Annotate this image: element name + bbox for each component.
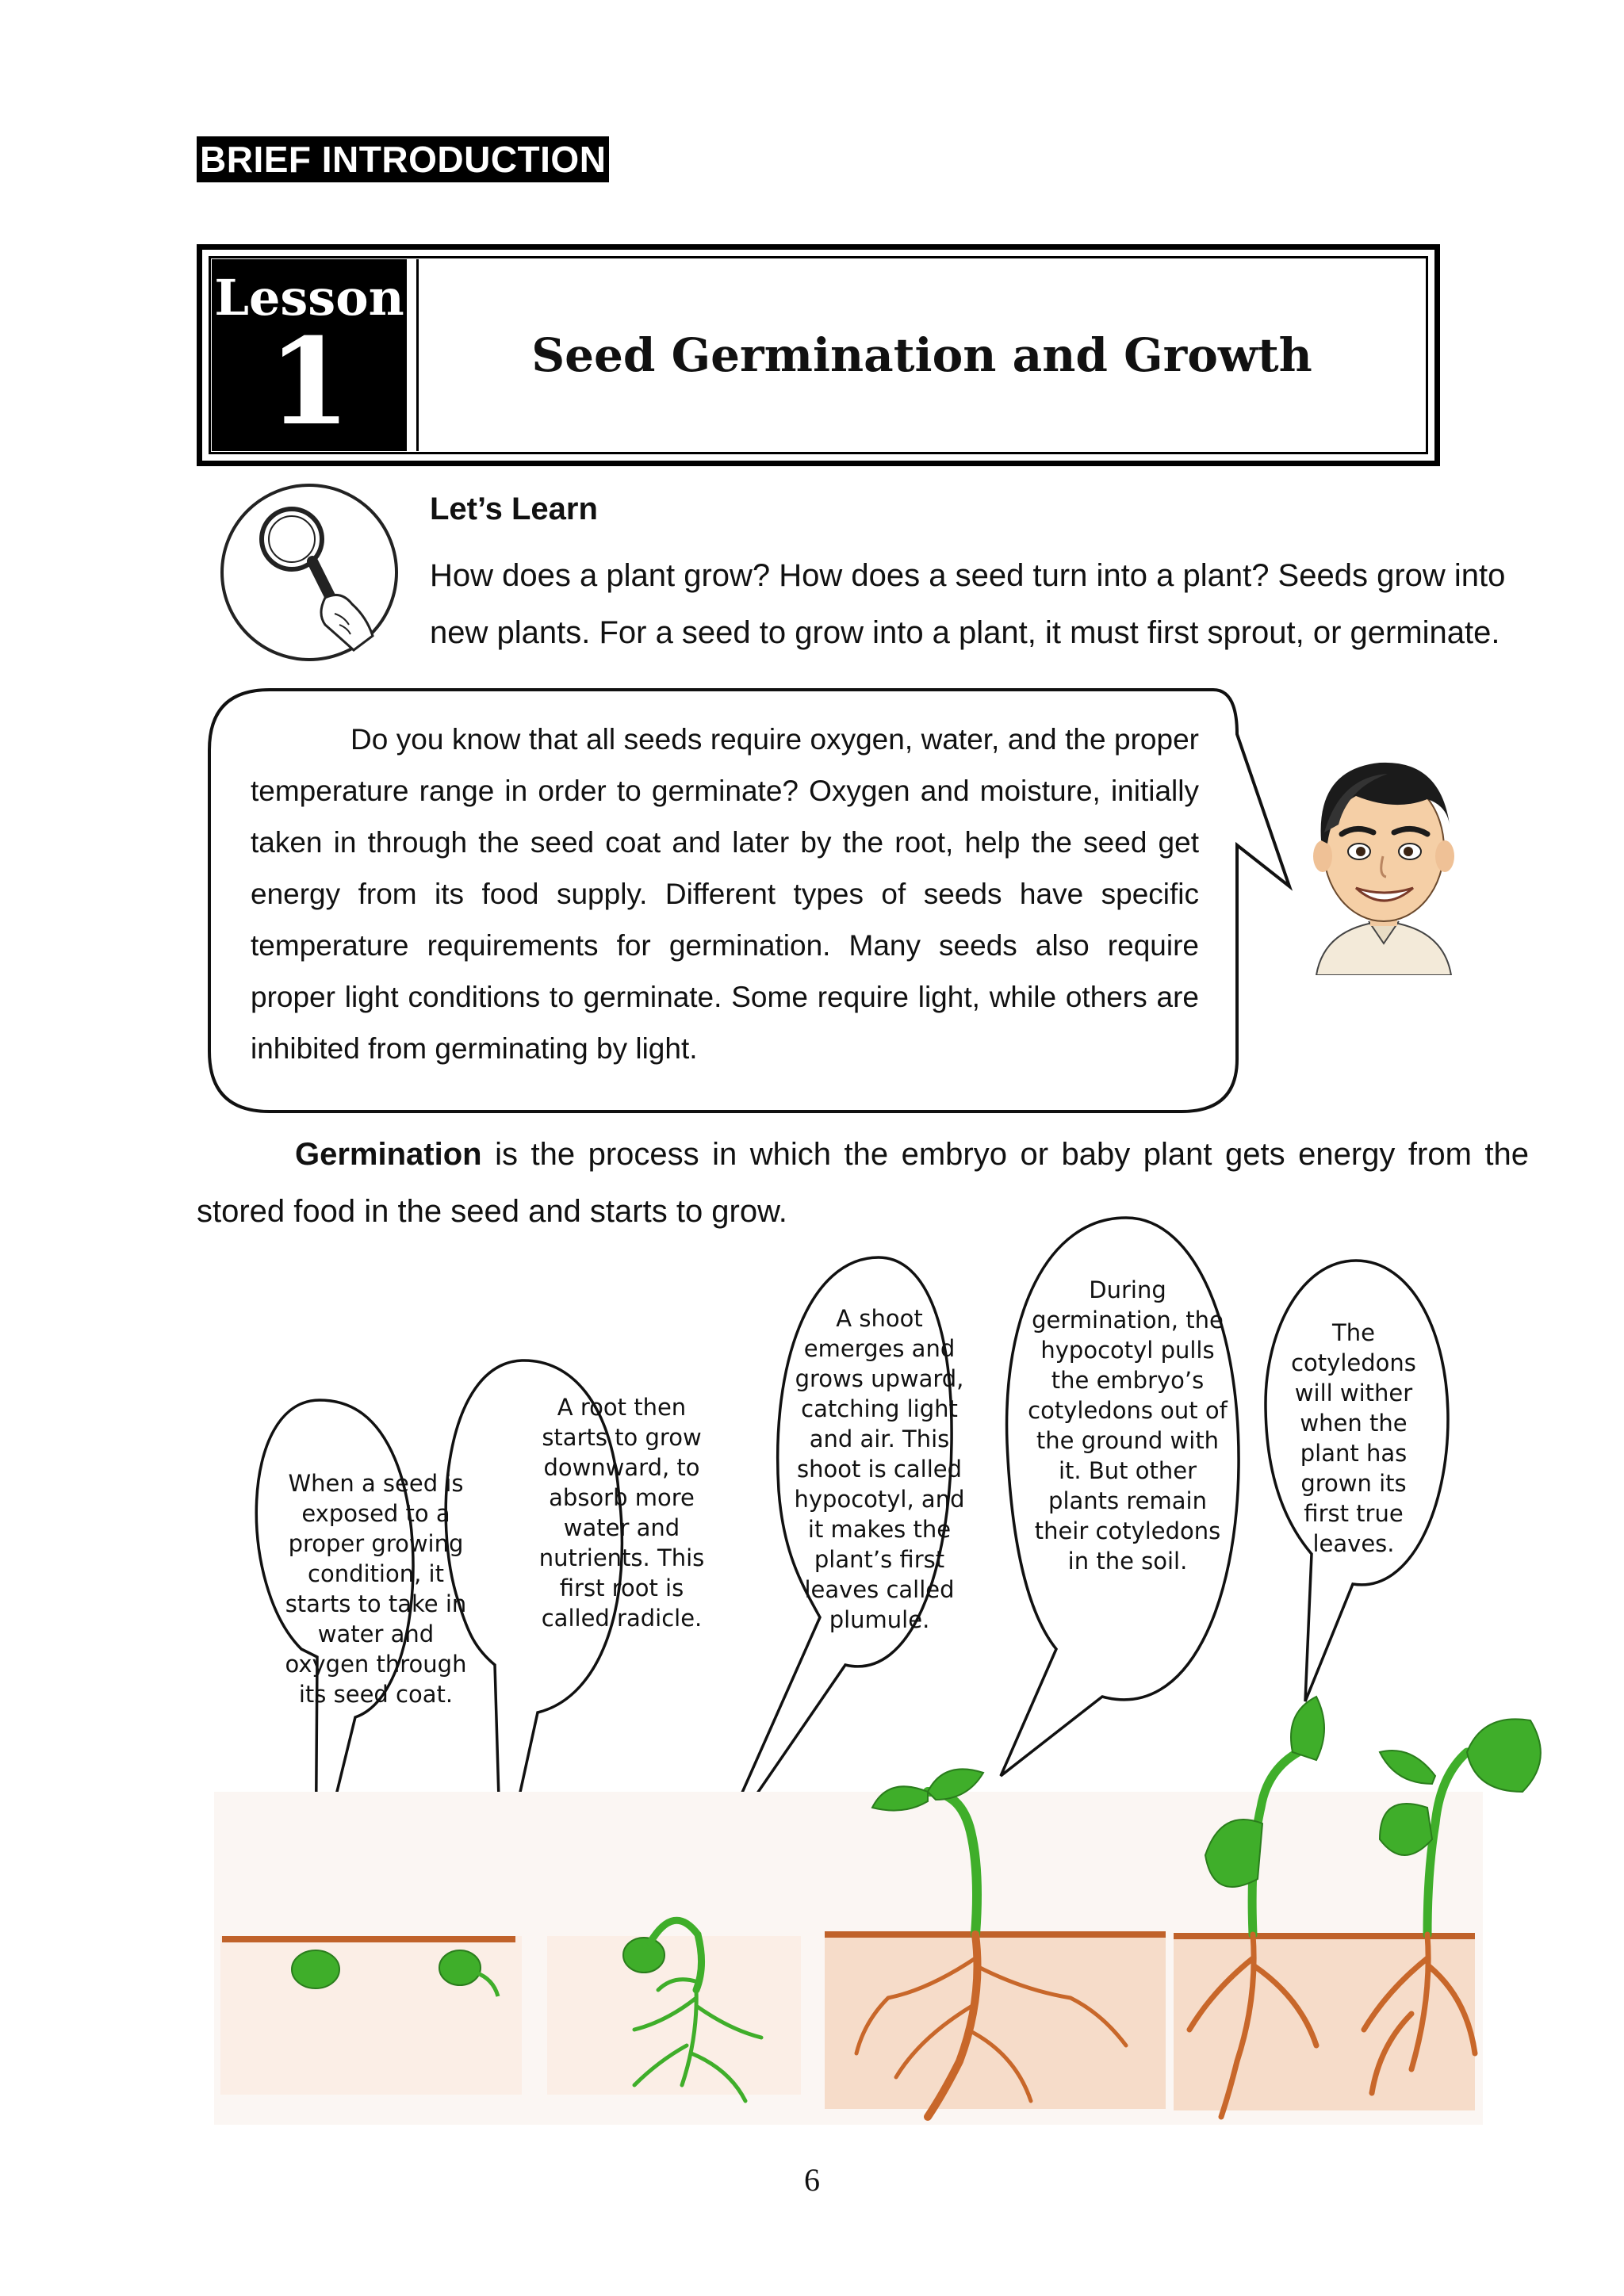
soil-strips <box>220 1931 1475 2110</box>
germination-rest: is the process in which the embryo or baby plant gets energy from the stored food in the seed and starts to grow. <box>197 1137 1529 1229</box>
lesson-title: Seed Germination and Growth <box>416 259 1425 451</box>
stage-4-text: During germination, the hypocotyl pulls the embryo’s cotyledons out of the ground with it. But other plants remain their cotyledons in the soil. <box>1028 1276 1228 1575</box>
lesson-header-box <box>197 244 1440 466</box>
page-number: 6 <box>804 2162 820 2198</box>
info-paragraph: Do you know that all seeds require oxygen, water, and the proper temperature range in order to germinate? Oxygen and moisture, initially taken in through the seed coat and later by the root, help the seed get energy from its food supply. Different types of seeds have specific temperature requirements for germination. Many seeds also require proper light conditions to germinate. Some require light, while others are inhibited from germinating by light. <box>251 723 1199 1065</box>
germination-term: Germination <box>295 1137 482 1172</box>
lesson-number: 1 <box>267 312 351 452</box>
stage-1-text: When a seed is exposed to a proper growing condition, it starts to take in water and oxygen through its seed coat. <box>285 1470 467 1708</box>
seed-shape <box>292 1950 339 1988</box>
stage-5-text: The cotyledons will wither when the plant has grown its first true leaves. <box>1291 1319 1416 1557</box>
stage-2-text: A root then starts to grow downward, to absorb more water and nutrients. This first root is called radicle. <box>538 1394 705 1632</box>
lesson-word: Lesson <box>214 269 404 327</box>
lets-learn-heading: Let’s Learn <box>430 492 598 526</box>
section-tag: BRIEF INTRODUCTION <box>197 136 609 182</box>
magnifier-icon <box>216 479 403 666</box>
teacher-avatar <box>1300 745 1467 975</box>
stage-3-text: A shoot emerges and grows upward, catching light and air. This shoot is called hypocotyl, and it makes the plant’s first leaves called plumule. <box>794 1305 965 1633</box>
info-bubble-text <box>251 714 1199 1074</box>
lets-learn-body: How does a plant grow? How does a seed turn into a plant? Seeds grow into new plants. For a seed to grow into a plant, it must first sprout, or germinate. <box>430 558 1506 650</box>
lesson-badge <box>212 259 407 451</box>
